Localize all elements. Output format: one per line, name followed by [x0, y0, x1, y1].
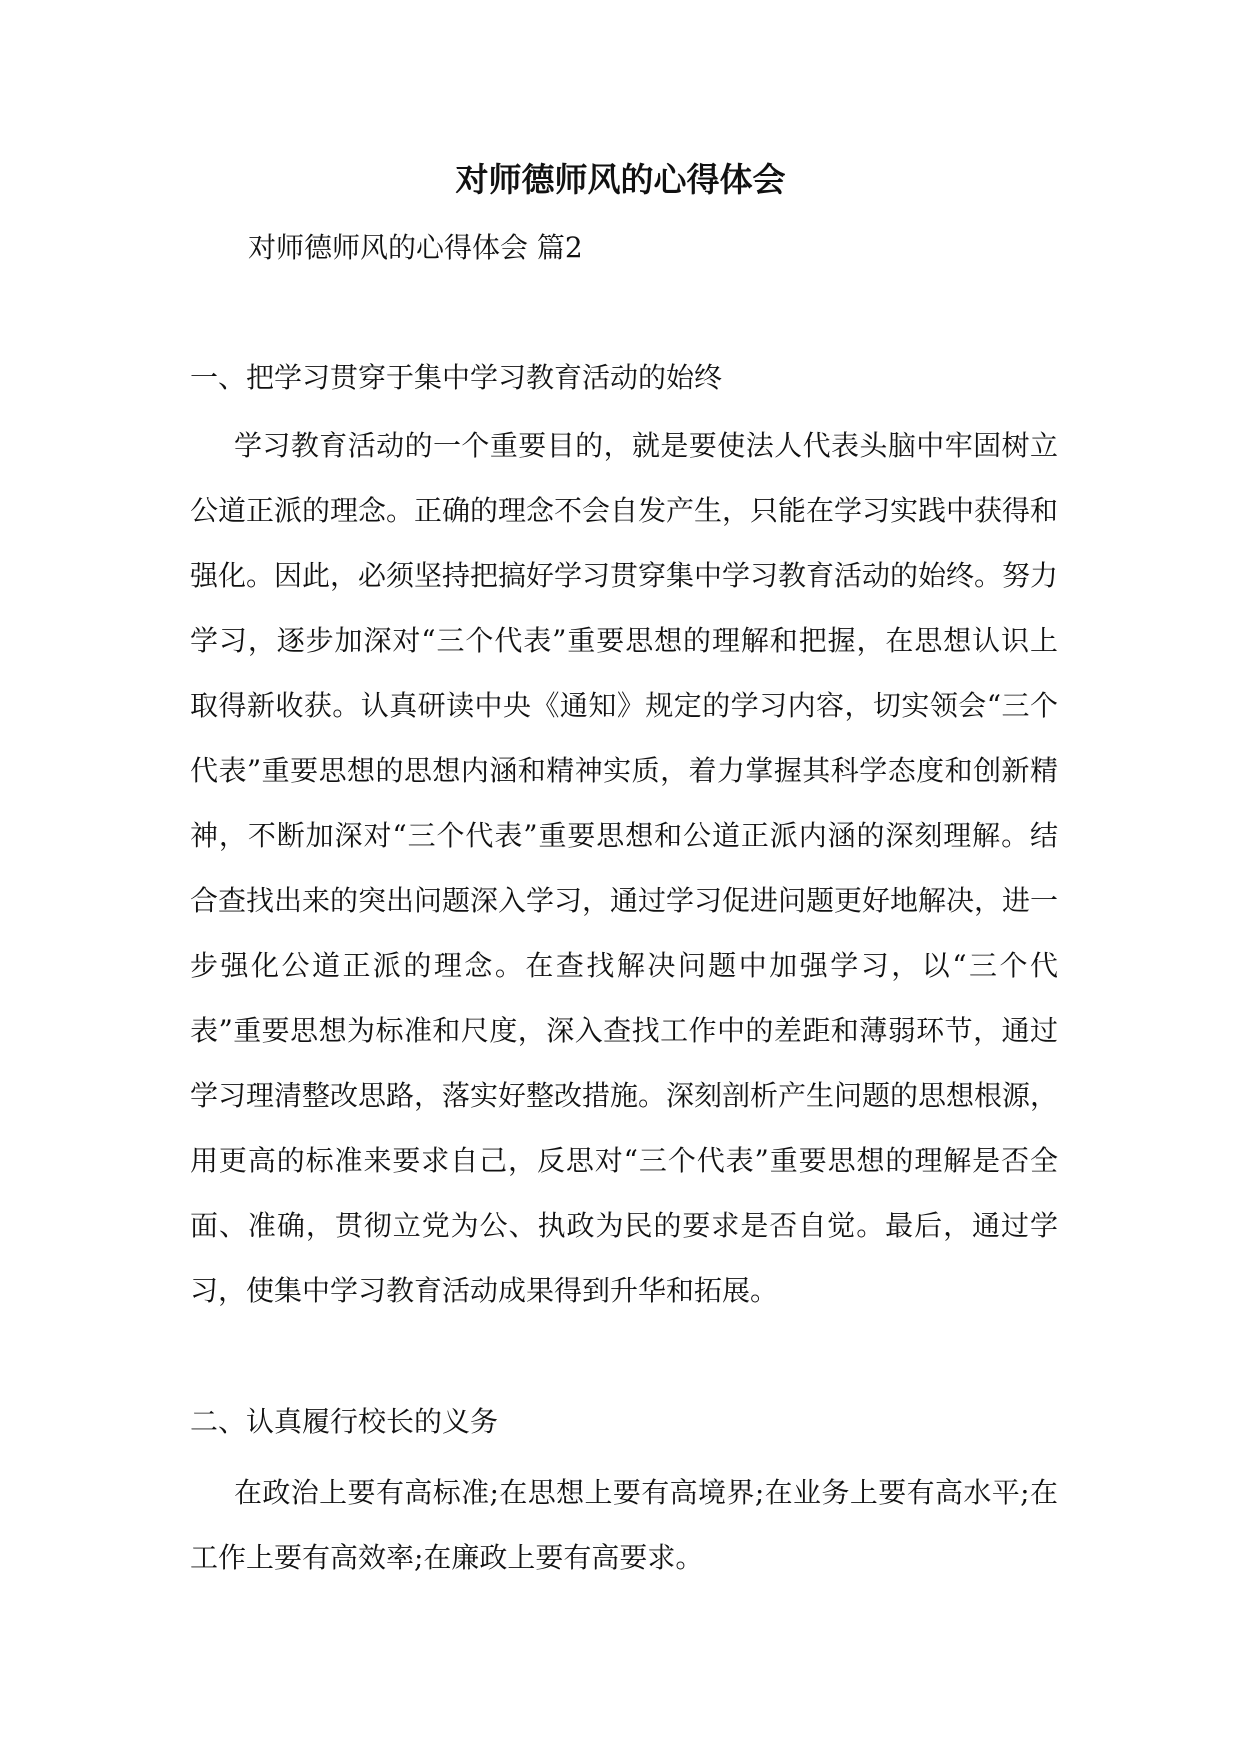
section-heading-2: 二、认真履行校长的义务 — [190, 1405, 499, 1438]
document-subtitle: 对师德师风的心得体会 篇2 — [248, 231, 583, 264]
section-paragraph-2: 在政治上要有高标准;在思想上要有高境界;在业务上要有高水平;在工作上要有高效率;在廉政上要有高要求。 — [190, 1476, 1058, 1574]
section-heading-1: 一、把学习贯穿于集中学习教育活动的始终 — [190, 361, 723, 394]
document-title: 对师德师风的心得体会 — [455, 160, 786, 199]
section-paragraph-1: 学习教育活动的一个重要目的，就是要使法人代表头脑中牢固树立公道正派的理念。正确的理念不会自发产生，只能在学习实践中获得和强化。因此，必须坚持把搞好学习贯穿集中学习教育活动的始终。努力学习，逐步加深对“三个代表”重要思想的理解和把握，在思想认识上取得新收获。认真研读中央《通知》规定的学习内容，切实领会“三个代表”重要思想的思想内涵和精神实质，着力掌握其科学态度和创新精神，不断加深对“三个代表”重要思想和公道正派内涵的深刻理解。结合查找出来的突出问题深入学习，通过学习促进问题更好地解决，进一步强化公道正派的理念。在查找解决问题中加强学习，以“三个代表”重要思想为标准和尺度，深入查找工作中的差距和薄弱环节，通过学习理清整改思路，落实好整改措施。深刻剖析产生问题的思想根源，用更高的标准来要求自己，反思对“三个代表”重要思想的理解是否全面、准确，贯彻立党为公、执政为民的要求是否自觉。最后，通过学习，使集中学习教育活动成果得到升华和拓展。 — [190, 429, 1059, 1307]
